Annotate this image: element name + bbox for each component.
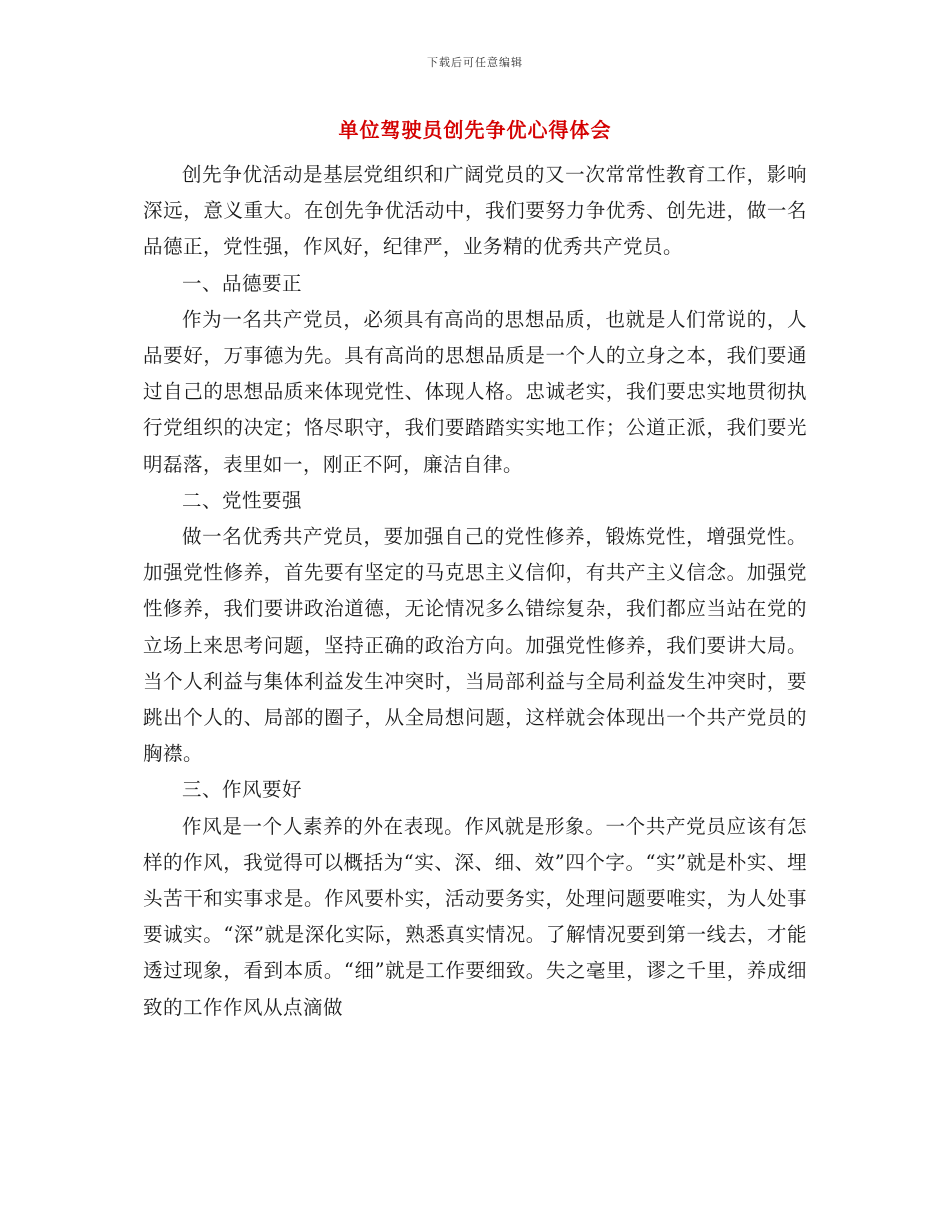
section-paragraph-1: 作为一名共产党员，必须具有高尚的思想品质，也就是人们常说的，人品要好，万事德为先。具有高尚的思想品质是一个人的立身之本，我们要通过自己的思想品质来体现党性、体现人格。忠诚老实，我们要忠实地贯彻执行党组织的决定；恪尽职守，我们要踏踏实实地工作；公道正派，我们要光明磊落，表里如一，刚正不阿，廉洁自律。 xyxy=(143,307,807,476)
section-paragraph-3: 作风是一个人素养的外在表现。作风就是形象。一个共产党员应该有怎样的作风，我觉得可以概括为“实、深、细、效”四个字。“实”就是朴实、埋头苦干和实事求是。作风要朴实，活动要务实，处理问题要唯实，为人处事要诚实。“深”就是深化实际，熟悉真实情况。了解情况要到第一线去，才能透过现象，看到本质。“细”就是工作要细致。失之毫里，谬之千里，养成细致的工作作风从点滴做 xyxy=(143,814,807,1019)
section-heading-2: 二、党性要强 xyxy=(182,488,303,512)
document-body xyxy=(143,157,807,1026)
section-paragraph-2: 做一名优秀共产党员，要加强自己的党性修养，锻炼党性，增强党性。加强党性修养，首先要有坚定的马克思主义信仰，有共产主义信念。加强党性修养，我们要讲政治道德，无论情况多么错综复杂，我们都应当站在党的立场上来思考问题，坚持正确的政治方向。加强党性修养，我们要讲大局。当个人利益与集体利益发生冲突时，当局部利益与全局利益发生冲突时，要跳出个人的、局部的圈子，从全局想问题，这样就会体现出一个共产党员的胸襟。 xyxy=(143,525,807,766)
section-heading-3: 三、作风要好 xyxy=(182,778,303,802)
section-heading-1: 一、品德要正 xyxy=(182,271,303,295)
document-title: 单位驾驶员创先争优心得体会 xyxy=(338,118,612,142)
intro-paragraph: 创先争优活动是基层党组织和广阔党员的又一次常常性教育工作，影响深远，意义重大。在创先争优活动中，我们要努力争优秀、创先进，做一名品德正，党性强，作风好，纪律严，业务精的优秀共产党员。 xyxy=(143,163,807,259)
header-note: 下载后可任意编辑 xyxy=(427,56,523,69)
